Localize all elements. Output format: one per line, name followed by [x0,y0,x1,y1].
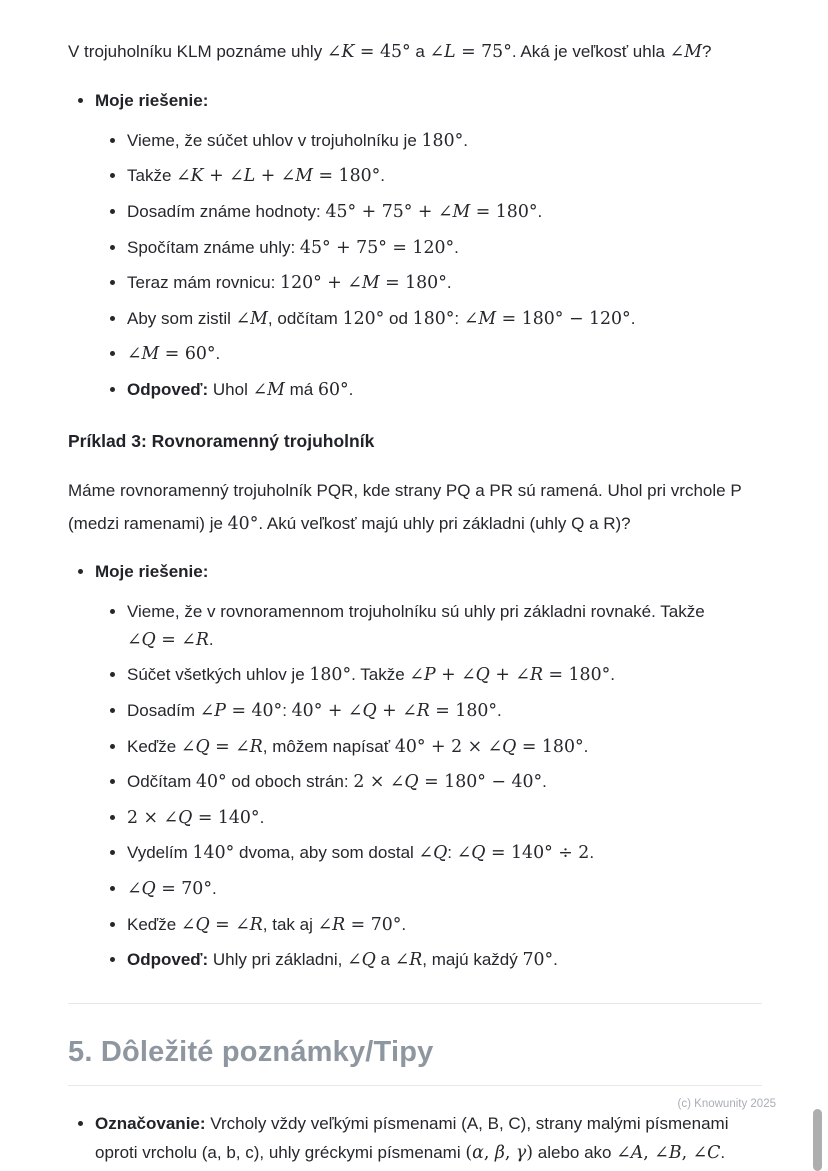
list-item: • ∠M = 60°. [127,340,762,369]
section5-heading: 5. Dôležité poznámky/Tipy [68,1035,434,1068]
list-item: • Takže ∠K + ∠L + ∠M = 180°. [127,162,762,191]
solution3-label: Moje riešenie: [95,561,209,581]
section5-divider-top [68,1003,762,1004]
section5-divider-bottom [68,1085,762,1086]
list-item: • Keďže ∠Q = ∠R, tak aj ∠R = 70°. [127,911,762,940]
example3-problem-statement: Máme rovnoramenný trojuholník PQR, kde strany PQ a PR sú ramená. Uhol pri vrchole P (medzi ramenami) je 40°. Akú veľkosť majú uhly pri základni (uhly Q a R)? [68,480,742,534]
list-item: • Súčet všetkých uhlov je 180°. Takže ∠P + ∠Q + ∠R = 180°. [127,661,762,690]
list-item: • Označovanie: Vrcholy vždy veľkými písmenami (A, B, C), strany malými písmenami oproti vrcholu (a, b, c), uhly gréckymi písmenami (α, β, γ) alebo ako ∠A, ∠B, ∠C. [95,1110,762,1168]
list-item: • ∠Q = 70°. [127,875,762,904]
list-item: • Spočítam známe uhly: 45° + 75° = 120°. [127,234,762,263]
solution2-steps [95,127,762,405]
list-item: • Keďže ∠Q = ∠R, môžem napísať 40° + 2 × ∠Q = 180°. [127,733,762,762]
example3-heading: Príklad 3: Rovnoramenný trojuholník [68,430,375,451]
solution3-item [95,558,762,975]
list-item: • Teraz mám rovnicu: 120° + ∠M = 180°. [127,269,762,298]
list-item: • Odpoveď: Uhly pri základni, ∠Q a ∠R, majú každý 70°. [127,946,762,975]
list-item: • Dosadím známe hodnoty: 45° + 75° + ∠M = 180°. [127,198,762,227]
list-item: • Aby som zistil ∠M, odčítam 120° od 180°: ∠M = 180° − 120°. [127,305,762,334]
solution3-list [68,558,762,975]
list-item: • Vieme, že súčet uhlov v trojuholníku je 180°. [127,127,762,156]
solution2-item [95,87,762,405]
solution3-steps [95,598,762,975]
notes-list [68,1110,762,1168]
list-item: • Odčítam 40° od oboch strán: 2 × ∠Q = 180° − 40°. [127,768,762,797]
list-item: • 2 × ∠Q = 140°. [127,804,762,833]
list-item: • Dosadím ∠P = 40°: 40° + ∠Q + ∠R = 180°. [127,697,762,726]
scrollbar-thumb[interactable] [813,1109,822,1171]
list-item: • Odpoveď: Uhol ∠M má 60°. [127,376,762,405]
list-item: • Vieme, že v rovnoramennom trojuholníku sú uhly pri základni rovnaké. Takže ∠Q = ∠R. [127,598,762,655]
solution2-list [68,87,762,405]
problem-statement-triangle-klm: V trojuholníku KLM poznáme uhly ∠K = 45° a ∠L = 75°. Aká je veľkosť uhla ∠M? [68,42,712,62]
solution2-label: Moje riešenie: [95,90,209,110]
copyright-footer: (c) Knowunity 2025 [677,1098,776,1110]
list-item: • Vydelím 140° dvoma, aby som dostal ∠Q: ∠Q = 140° ÷ 2. [127,839,762,868]
